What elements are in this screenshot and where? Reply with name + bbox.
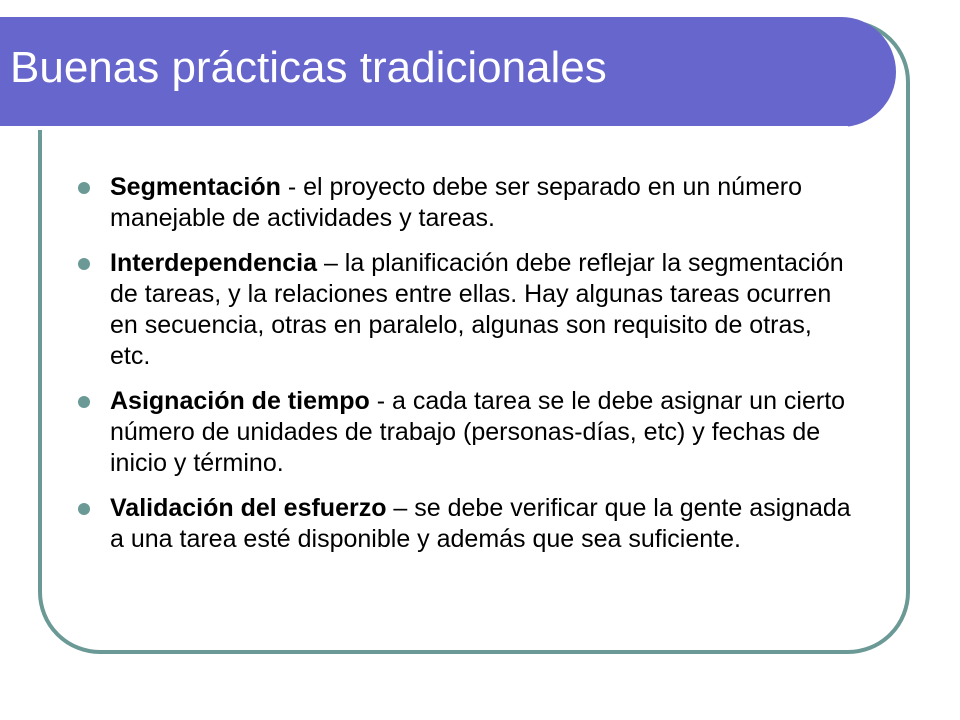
- bullet-term: Interdependencia: [110, 249, 317, 277]
- slide-title: Buenas prácticas tradicionales: [10, 43, 607, 92]
- bullet-item: [78, 386, 858, 479]
- bullet-marker-icon: [78, 258, 90, 270]
- bullet-item: [78, 172, 858, 234]
- bullet-marker-icon: [78, 396, 90, 408]
- bullet-text: – la planificación debe reflejar la segmentación de tareas, y la relaciones entre ellas. Hay algunas tareas ocurren en secuencia, otras en paralelo, algunas son requisito de otras, etc.: [110, 249, 844, 370]
- bullet-text: - el proyecto debe ser separado en un número manejable de actividades y tareas.: [110, 173, 803, 232]
- bullet-marker-icon: [78, 182, 90, 194]
- bullet-term: Validación del esfuerzo: [110, 494, 387, 522]
- bullet-text: – se debe verificar que la gente asignada a una tarea esté disponible y además que sea suficiente.: [110, 494, 851, 553]
- bullet-marker-icon: [78, 503, 90, 515]
- bullet-text: - a cada tarea se le debe asignar un cierto número de unidades de trabajo (personas-días, etc) y fechas de inicio y término.: [110, 387, 846, 477]
- bullet-term: Segmentación: [110, 173, 281, 201]
- bullet-list: [78, 172, 858, 569]
- bullet-item: [78, 248, 858, 372]
- bullet-item: [78, 493, 858, 555]
- bullet-term: Asignación de tiempo: [110, 387, 370, 415]
- title-underline: [0, 126, 848, 130]
